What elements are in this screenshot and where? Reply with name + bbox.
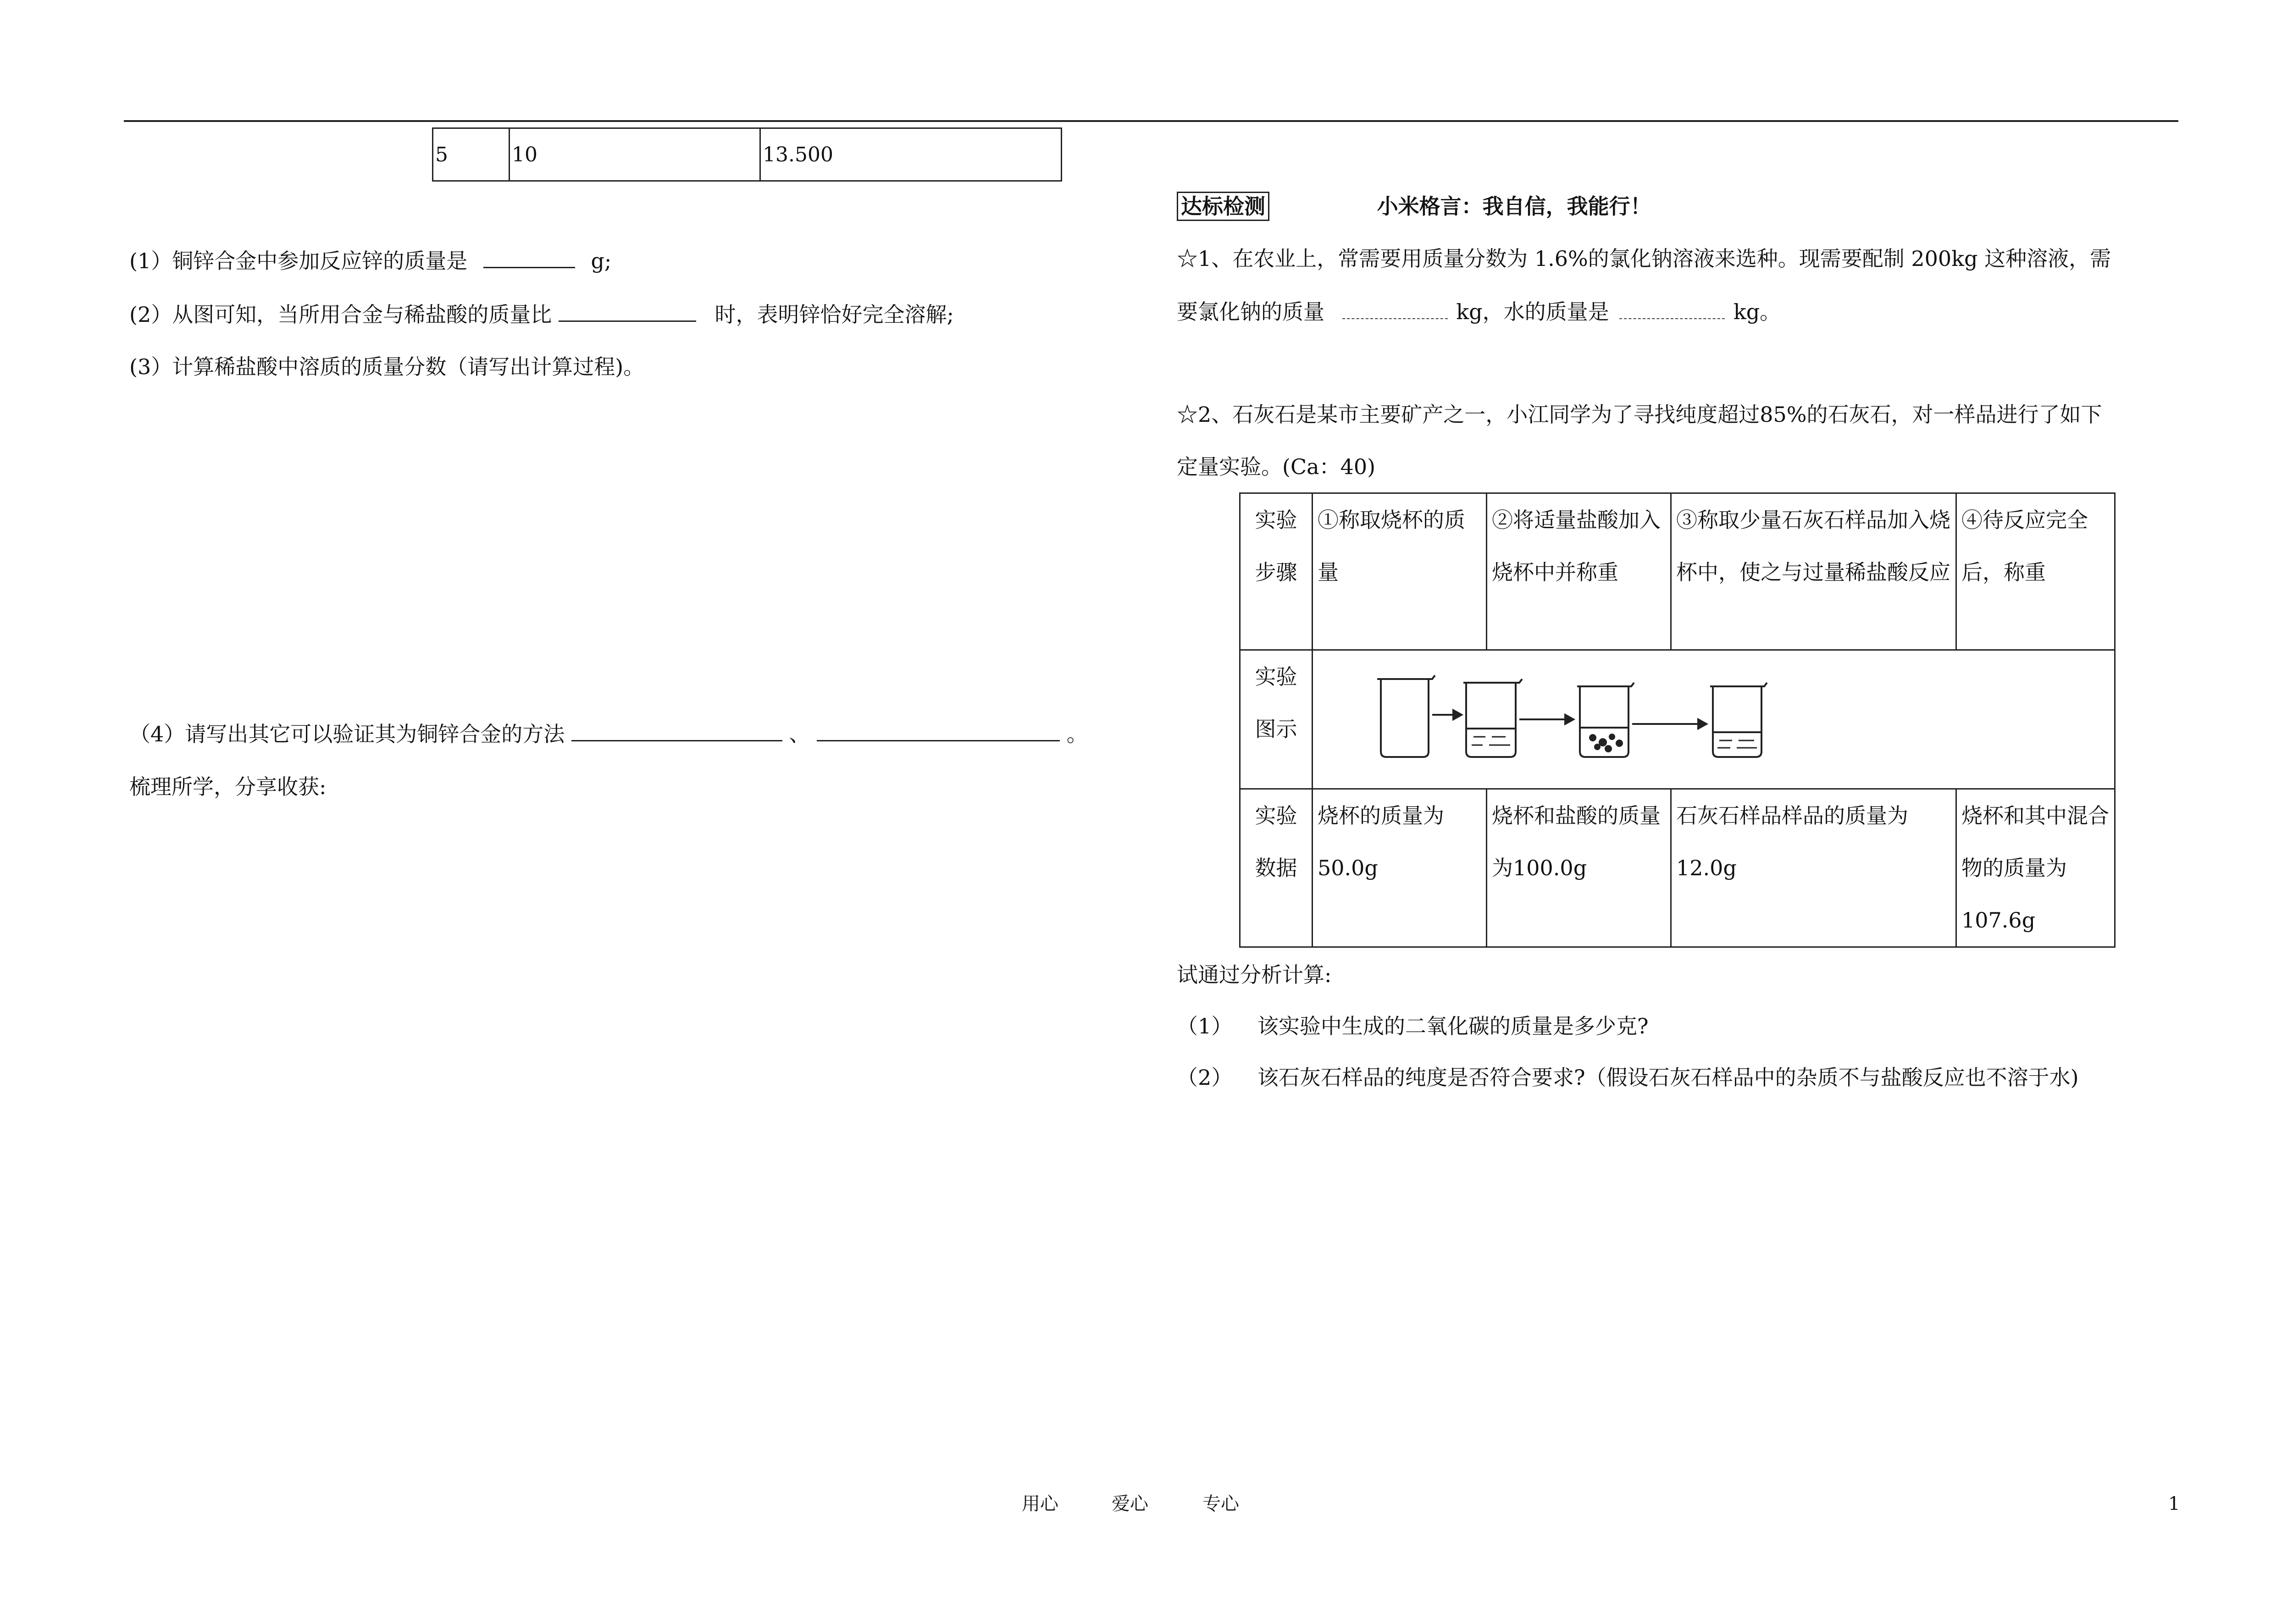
sub-question-1-text: 该实验中生成的二氧化碳的质量是多少克? [1257, 1014, 1649, 1038]
question-3: (3）计算稀盐酸中溶质的质量分数（请写出计算过程)。 [129, 354, 645, 379]
answer-blank-1[interactable] [483, 247, 575, 268]
problem-2-line-2: 定量实验。(Ca：40) [1177, 454, 1376, 479]
beaker-acid-icon [1463, 679, 1522, 757]
beaker-empty-icon [1377, 675, 1435, 757]
answer-blank-4a[interactable] [571, 720, 782, 741]
beaker-sequence-figure [1368, 674, 1799, 765]
question-1-text: (1）铜锌合金中参加反应锌的质量是 [129, 249, 468, 273]
arrow-icon [1519, 715, 1573, 724]
beaker-sample-icon [1577, 683, 1634, 757]
experiment-table [1239, 492, 2116, 948]
table-cell: 5 [433, 128, 510, 181]
problem-1-line-1: ☆1、在农业上，常需要用质量分数为 1.6%的氯化钠溶液来选种。现需要配制 200kg 这种溶液，需 [1177, 246, 2111, 271]
sub-question-1 [1177, 1012, 1649, 1040]
footer-item-3: 专心 [1202, 1493, 1239, 1514]
row-head-figure: 实验图示 [1240, 650, 1313, 789]
page-number: 1 [2168, 1493, 2180, 1514]
data-cell-3: 石灰石样品样品的质量为12.0g [1671, 789, 1956, 947]
arrow-icon [1432, 710, 1462, 719]
question-2-text: (2）从图可知，当所用合金与稀盐酸的质量比 [129, 302, 552, 327]
problem-1-text-b: kg，水的质量是 [1456, 299, 1609, 324]
problem-1-text-a: 要氯化钠的质量 [1177, 299, 1324, 324]
step-cell-2: ②将适量盐酸加入烧杯中并称重 [1487, 493, 1671, 650]
question-2 [129, 300, 954, 328]
question-4-text: （4）请写出其它可以验证其为铜锌合金的方法 [129, 722, 565, 746]
arrow-icon [1632, 719, 1706, 729]
table-cell: 10 [510, 128, 760, 181]
question-1 [129, 247, 611, 275]
step-cell-1: ①称取烧杯的质量 [1313, 493, 1487, 650]
sub-question-2 [1177, 1064, 2079, 1091]
row-head-steps: 实验步骤 [1240, 493, 1313, 650]
problem-2-line-1: ☆2、石灰石是某市主要矿产之一，小江同学为了寻找纯度超过85%的石灰石，对一样品进行了如下 [1177, 402, 2102, 427]
question-4-end: 。 [1066, 722, 1088, 746]
top-data-table [432, 127, 1062, 182]
table-row-data [1240, 789, 2115, 947]
analysis-prompt: 试通过分析计算: [1177, 962, 1332, 987]
problem-1-text-c: kg。 [1733, 299, 1781, 324]
step-cell-3: ③称取少量石灰石样品加入烧杯中，使之与过量稀盐酸反应 [1671, 493, 1956, 650]
question-1-unit: g; [591, 249, 612, 273]
step-cell-4: ④待反应完全后，称重 [1956, 493, 2115, 650]
sub-question-2-number: （2） [1177, 1065, 1233, 1090]
summary-prompt: 梳理所学，分享收获: [129, 774, 327, 799]
answer-blank-4b[interactable] [817, 720, 1060, 741]
sub-question-1-number: （1） [1177, 1014, 1233, 1038]
table-row-steps [1240, 493, 2115, 650]
answer-blank-water[interactable] [1619, 298, 1725, 319]
data-cell-4: 烧杯和其中混合物的质量为107.6g [1956, 789, 2115, 947]
footer-item-1: 用心 [1022, 1493, 1058, 1514]
question-2-tail: 时，表明锌恰好完全溶解; [714, 302, 954, 327]
beaker-final-icon [1710, 683, 1767, 757]
data-cell-1: 烧杯的质量为50.0g [1313, 789, 1487, 947]
question-4 [129, 720, 1088, 748]
data-cell-2: 烧杯和盐酸的质量为100.0g [1487, 789, 1671, 947]
problem-1-line-2 [1177, 298, 1781, 326]
header-rule [124, 120, 2178, 122]
sub-question-2-text: 该石灰石样品的纯度是否符合要求?（假设石灰石样品中的杂质不与盐酸反应也不溶于水) [1257, 1065, 2079, 1090]
answer-blank-nacl[interactable] [1342, 298, 1448, 319]
section-header [1177, 193, 1651, 220]
row-head-data: 实验数据 [1240, 789, 1313, 947]
table-cell: 13.500 [760, 128, 1062, 181]
question-4-separator: 、 [789, 722, 810, 746]
table-row [433, 128, 1062, 181]
table-row-figure [1240, 650, 2115, 789]
figure-cell [1313, 650, 2115, 789]
section-title: 达标检测 [1177, 192, 1269, 221]
motto: 小米格言：我自信，我能行！ [1377, 194, 1651, 219]
footer-item-2: 爱心 [1112, 1493, 1148, 1514]
answer-blank-2[interactable] [559, 300, 696, 322]
